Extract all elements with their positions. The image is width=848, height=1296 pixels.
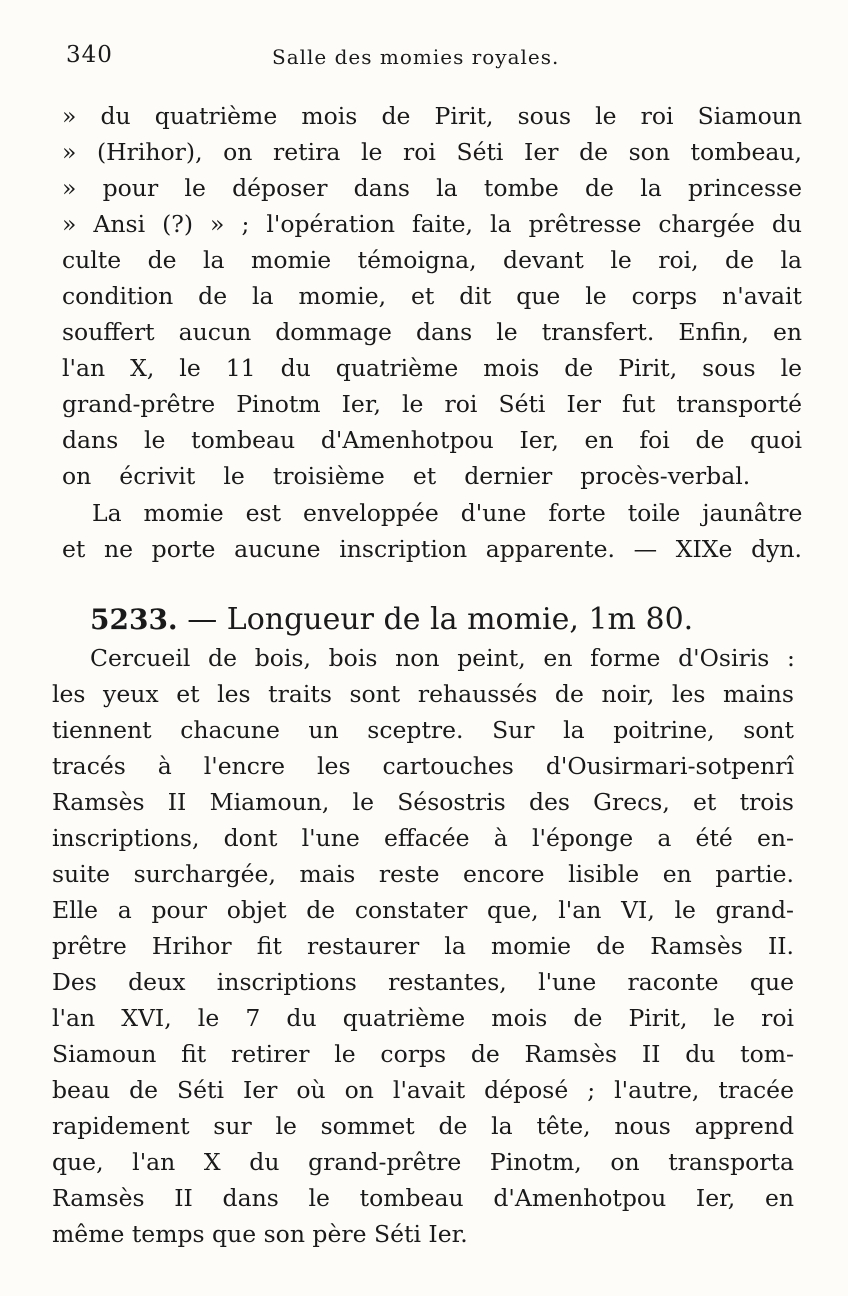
text-line: » du quatrième mois de Pirit, sous le roi Siamoun (62, 102, 802, 130)
text-line: Siamoun fit retirer le corps de Ramsès II du tom- (52, 1040, 794, 1068)
text-line: inscriptions, dont l'une effacée à l'éponge a été en- (52, 824, 794, 852)
text-line: l'an XVI, le 7 du quatrième mois de Pirit, le roi (52, 1004, 794, 1032)
entry-number: 5233. (90, 603, 178, 636)
text-line: Ramsès II dans le tombeau d'Amenhotpou Ier, en (52, 1184, 794, 1212)
text-line: condition de la momie, et dit que le corps n'avait (62, 282, 802, 310)
text-line: prêtre Hrihor fit restaurer la momie de Ramsès II. (52, 932, 794, 960)
text-line: les yeux et les traits sont rehaussés de noir, les mains (52, 680, 794, 708)
text-line: Cercueil de bois, bois non peint, en forme d'Osiris : (90, 644, 795, 672)
text-line: culte de la momie témoigna, devant le roi, de la (62, 246, 802, 274)
page-header (66, 42, 806, 78)
text-line: suite surchargée, mais reste encore lisible en partie. (52, 860, 794, 888)
entry-title: — Longueur de la momie, 1m 80. (187, 602, 694, 637)
page-number: 340 (66, 42, 113, 68)
text-line: tracés à l'encre les cartouches d'Ousirmari-sotpenrî (52, 752, 794, 780)
text-line: l'an X, le 11 du quatrième mois de Pirit, sous le (62, 354, 802, 382)
text-line: grand-prêtre Pinotm Ier, le roi Séti Ier fut transporté (62, 390, 802, 418)
text-line: Elle a pour objet de constater que, l'an VI, le grand- (52, 896, 794, 924)
text-line: tiennent chacune un sceptre. Sur la poitrine, sont (52, 716, 794, 744)
text-line: et ne porte aucune inscription apparente. — XIXe dyn. (62, 535, 802, 563)
text-line: » Ansi (?) » ; l'opération faite, la prêtresse chargée du (62, 210, 802, 238)
text-line: Ramsès II Miamoun, le Sésostris des Grecs, et trois (52, 788, 794, 816)
text-line: que, l'an X du grand-prêtre Pinotm, on transporta (52, 1148, 794, 1176)
text-line: rapidement sur le sommet de la tête, nous apprend (52, 1112, 794, 1140)
text-line: » (Hrihor), on retira le roi Séti Ier de son tombeau, (62, 138, 802, 166)
text-line: beau de Séti Ier où on l'avait déposé ; l'autre, tracée (52, 1076, 794, 1104)
running-title: Salle des momies royales. (272, 45, 560, 69)
text-line: Des deux inscriptions restantes, l'une raconte que (52, 968, 794, 996)
text-line: dans le tombeau d'Amenhotpou Ier, en foi de quoi (62, 426, 802, 454)
entry-heading (90, 600, 750, 640)
text-line: La momie est enveloppée d'une forte toile jaunâtre (92, 499, 803, 527)
text-line: » pour le déposer dans la tombe de la princesse (62, 174, 802, 202)
text-line: on écrivit le troisième et dernier procès-verbal. (62, 462, 751, 490)
text-line: souffert aucun dommage dans le transfert. Enfin, en (62, 318, 802, 346)
text-line: même temps que son père Séti Ier. (52, 1220, 468, 1248)
